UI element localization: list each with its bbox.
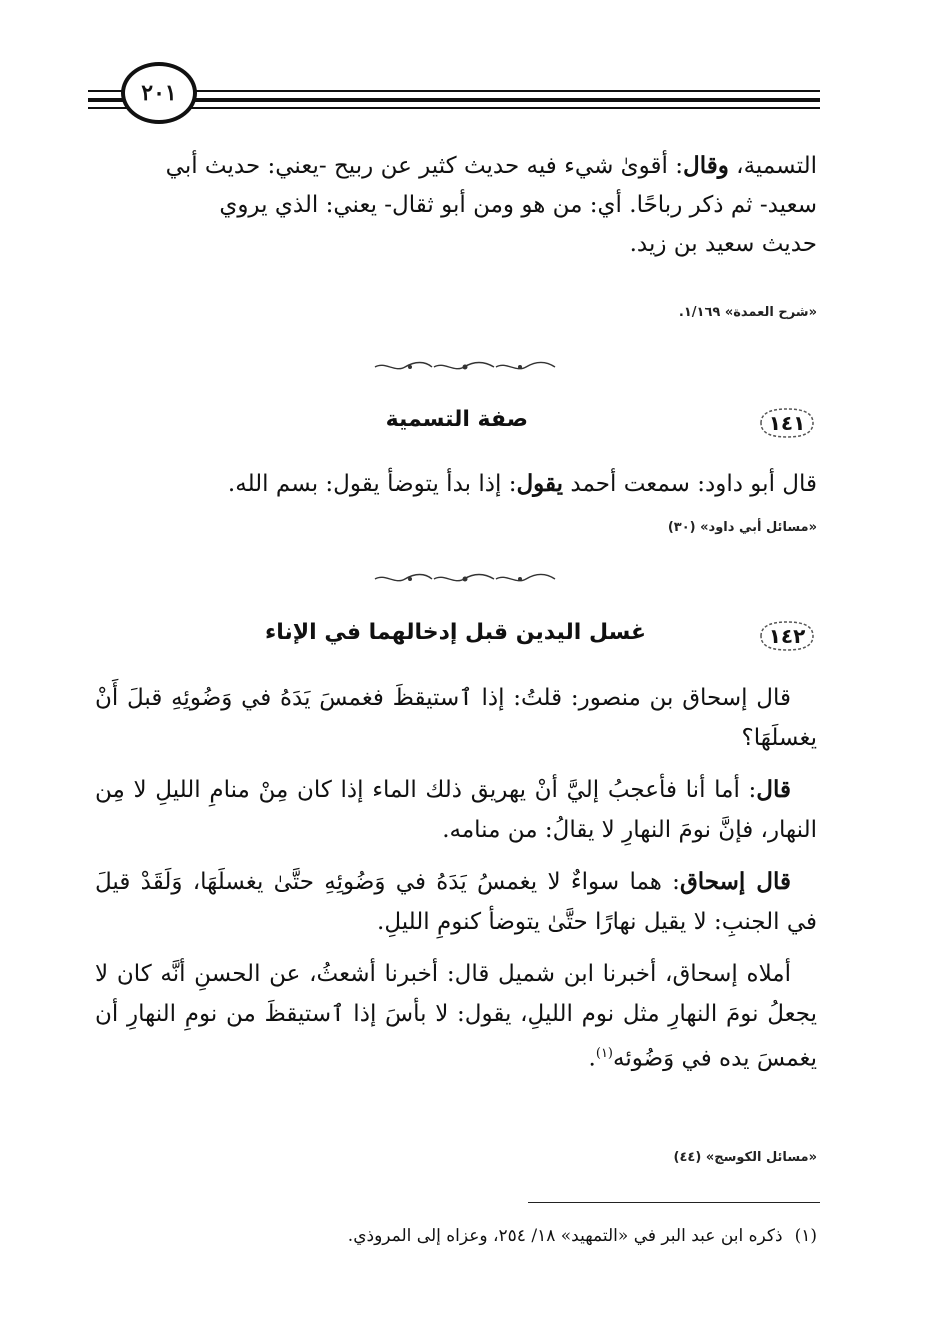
section-title: غسل اليدين قبل إدخالهما في الإناء: [264, 620, 646, 645]
text-span: : أما أنا فأعجبُ إليَّ أنْ يهريق ذلك الماء إذا كان مِنْ منامِ الليلِ لا مِن النهار، فإنَّ نومَ النهارِ لا يقالُ: من منامه.: [95, 777, 817, 843]
bold-word: يقول: [516, 470, 564, 497]
ornament-divider: [370, 572, 560, 586]
source-citation: «مسائل أبي داود» (٣٠): [667, 520, 817, 535]
text-block-142: [95, 678, 817, 1079]
text-line: [95, 464, 817, 504]
page-number: ٢٠١: [121, 62, 197, 124]
footnote-text: ذكره ابن عبد البر في «التمهيد» ١٨/ ٢٥٤، وعزاه إلى المروذي.: [347, 1226, 783, 1246]
header-rule-left-b: [88, 107, 128, 109]
text-line: سعيد- ثم ذكر رباحًا. أي: من هو ومن أبو ثقال- يعني: الذي يروي: [219, 192, 817, 218]
bold-word: قال: [756, 776, 791, 803]
paragraph: [95, 954, 817, 1079]
text-span: .: [588, 1045, 596, 1072]
paragraph: [95, 770, 817, 850]
paragraph: قال إسحاق بن منصور: قلتُ: إذا ٱستيقظَ فغمسَ يَدَهُ في وَضُوئِهِ قبلَ أَنْ يغسلَهَا؟: [95, 685, 817, 751]
text-span: : أقوىٰ شيء فيه حديث كثير عن ربيح -يعني: حديث أبي: [165, 153, 683, 179]
section-number-badge: [755, 618, 819, 654]
footnote-marker: (١): [794, 1226, 817, 1246]
section-number-badge: [755, 405, 819, 441]
header-rule-right: [190, 90, 820, 92]
text-span: التسمية،: [728, 153, 817, 179]
text-span: : هما سواءٌ لا يغمسُ يَدَهُ في وَضُوئِهِ حتَّىٰ يغسلَهَا، وَلَقَدْ قيلَ في الجنبِ: لا يقيل نهارًا حتَّىٰ يتوضأ كنومِ الليلِ.: [95, 869, 817, 935]
section-number: ١٤١: [768, 411, 806, 435]
text-line: حديث سعيد بن زيد.: [629, 231, 817, 257]
text-block-141: [95, 464, 817, 504]
bold-word: قال إسحاق: [679, 868, 791, 895]
ornament-divider: [370, 360, 560, 374]
source-citation: «مسائل الكوسج» (٤٤): [673, 1150, 817, 1165]
paragraph: [95, 862, 817, 942]
section-number: ١٤٢: [768, 624, 806, 648]
bold-word: وقال: [683, 152, 729, 179]
footnote: [95, 1222, 817, 1250]
header-rule-right-thick: [190, 98, 820, 102]
text-span: : إذا بدأ يتوضأ يقول: بسم الله.: [227, 471, 517, 497]
section-title: صفة التسمية: [385, 407, 528, 432]
text-block-1: [95, 146, 817, 264]
footnote-ref[interactable]: (١): [595, 1046, 613, 1061]
text-span: قال أبو داود: سمعت أحمد: [563, 471, 817, 497]
header-rule-right-b: [190, 107, 820, 109]
source-citation: «شرح العمدة» ١/١٦٩.: [678, 305, 817, 320]
text-span: أملاه إسحاق، أخبرنا ابن شميل قال: أخبرنا أشعثُ، عن الحسنِ أنَّه كان لا يجعلُ نومَ النهارِ مثل نوم الليلِ، يقول: لا بأسَ إذا ٱستيقظَ من نومِ النهارِ أن يغمسَ يده في وَضُوئه: [95, 961, 817, 1072]
text-line: [95, 146, 817, 186]
footnote-rule: [528, 1202, 820, 1203]
